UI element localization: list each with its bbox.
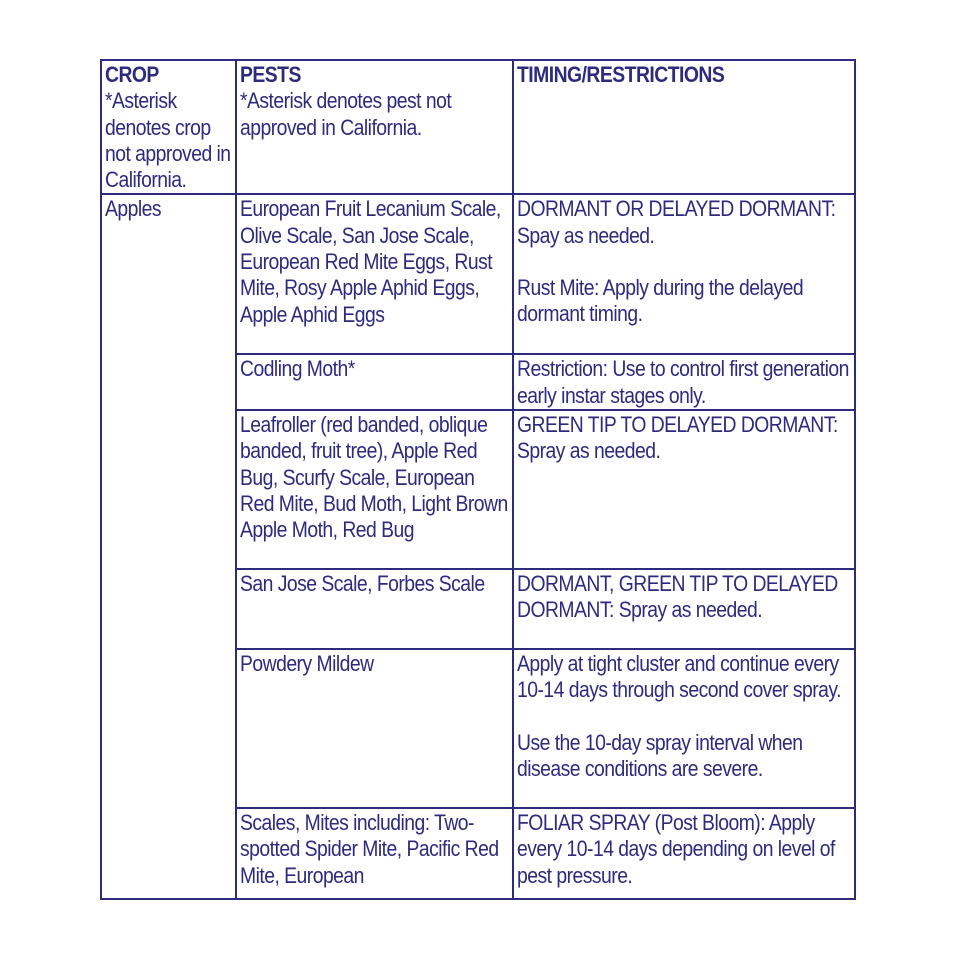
crop-pest-timing-table [100,59,856,900]
pests-cell [236,649,513,808]
paragraph-gap [517,704,852,730]
pests-column-title: PESTS [240,62,301,87]
pests-text: Scales, Mites including: Two-spotted Spider Mite, Pacific Red Mite, European [240,810,499,888]
crop-cell [101,194,236,899]
pests-cell [236,808,513,899]
timing-text: Restriction: Use to control first generation early instar stages only. [517,356,849,408]
pests-text: European Fruit Lecanium Scale, Olive Scale, San Jose Scale, European Red Mite Eggs, Rust Mite, Rosy Apple Aphid Eggs, Apple Aphid Eggs [240,196,501,327]
paragraph-gap [517,249,852,275]
timing-text: DORMANT OR DELAYED DORMANT: Spay as needed. [517,196,836,248]
header-timing-cell [513,60,855,194]
crop-name: Apples [105,196,162,222]
pests-column-note: *Asterisk denotes pest not approved in California. [240,88,452,140]
pests-text: Powdery Mildew [240,651,374,677]
timing-text: GREEN TIP TO DELAYED DORMANT: Spray as needed. [517,412,838,464]
header-crop-cell [101,60,236,194]
header-row [101,60,855,194]
timing-text: FOLIAR SPRAY (Post Bloom): Apply every 10-14 days depending on level of pest pressure. [517,810,835,888]
timing-text: Rust Mite: Apply during the delayed dormant timing. [517,275,804,327]
timing-cell [513,808,855,899]
pests-text: Leafroller (red banded, oblique banded, fruit tree), Apple Red Bug, Scurfy Scale, European Red Mite, Bud Moth, Light Brown Apple Moth, Red Bug [240,412,508,543]
crop-column-title: CROP [105,62,159,87]
crop-column-note: *Asterisk denotes crop not approved in California. [105,88,231,193]
timing-text: DORMANT, GREEN TIP TO DELAYED DORMANT: Spray as needed. [517,571,838,623]
pests-cell [236,410,513,569]
timing-cell [513,649,855,808]
pests-text: Codling Moth* [240,356,355,382]
header-pests-cell [236,60,513,194]
timing-cell [513,569,855,649]
pests-text: San Jose Scale, Forbes Scale [240,571,485,597]
timing-cell [513,194,855,354]
pests-cell [236,569,513,649]
timing-text: Use the 10-day spray interval when disease conditions are severe. [517,729,803,781]
timing-cell [513,410,855,569]
pests-cell [236,354,513,410]
timing-text: Apply at tight cluster and continue every 10-14 days through second cover spray. [517,651,841,703]
table-row [101,194,855,354]
pests-cell [236,194,513,354]
timing-cell [513,354,855,410]
timing-column-title: TIMING/RESTRICTIONS [517,62,725,87]
